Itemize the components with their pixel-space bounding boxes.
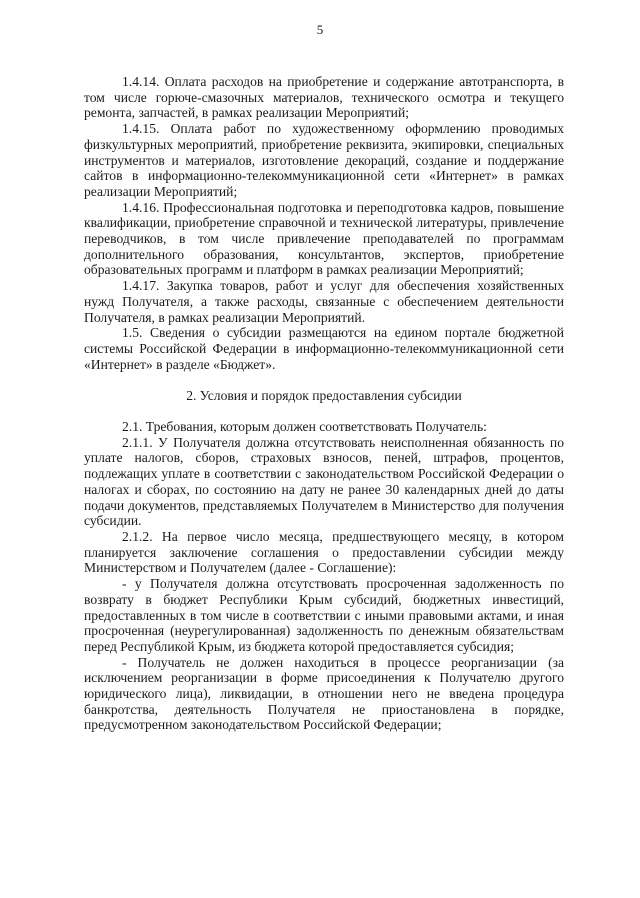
paragraph-1-4-14: 1.4.14. Оплата расходов на приобретение и содержание автотранспорта, в том числе горюче-смазочных материалов, технического осмотра и текущего ремонта, запчастей, в рамках реализации Мероприятий; (84, 74, 564, 121)
document-body (84, 74, 564, 733)
paragraph-reorganization-requirement: - Получатель не должен находиться в процессе реорганизации (за исключением реорганизации в форме присоединения к Получателю другого юридического лица), ликвидации, в отношении него не введена процедура банкротства, деятельность Получателя не приостановлена в порядке, предусмотренном законодательством Российской Федерации; (84, 654, 564, 733)
paragraph-1-5: 1.5. Сведения о субсидии размещаются на едином портале бюджетной системы Российской Федерации в информационно-телекоммуникационной сети «Интернет» в разделе «Бюджет». (84, 325, 564, 372)
paragraph-1-4-17: 1.4.17. Закупка товаров, работ и услуг для обеспечения хозяйственных нужд Получателя, а также расходы, связанные с обеспечением деятельности Получателя, в рамках реализации Мероприятий. (84, 278, 564, 325)
paragraph-2-1-1: 2.1.1. У Получателя должна отсутствовать неисполненная обязанность по уплате налогов, сборов, страховых взносов, пеней, штрафов, процентов, подлежащих уплате в соответствии с законодательством Российской Федерации о налогах и сборах, по состоянию на дату не ранее 30 календарных дней до даты подачи документов, представляемых Получателем в Министерство для получения субсидии. (84, 434, 564, 529)
paragraph-2-1: 2.1. Требования, которым должен соответствовать Получатель: (122, 419, 487, 435)
page-number: 5 (316, 22, 324, 37)
paragraph-2-1-2: 2.1.2. На первое число месяца, предшествующего месяцу, в котором планируется заключение соглашения о предоставлении субсидии между Министерством и Получателем (далее - Соглашение): (84, 528, 564, 576)
paragraph-1-4-15: 1.4.15. Оплата работ по художественному оформлению проводимых физкультурных мероприятий, приобретение реквизита, экипировки, специальных инструментов и материалов, изготовление декораций, создание и поддержание сайтов в информационно-телекоммуникационной сети «Интернет» в рамках реализации Мероприятий; (84, 121, 564, 199)
paragraph-1-4-16: 1.4.16. Профессиональная подготовка и переподготовка кадров, повышение квалификации, приобретение справочной и технической литературы, привлечение переводчиков, в том числе привлечение преподавателей по программам дополнительного образования, консультантов, экспертов, приобретение образовательных программ и платформ в рамках реализации Мероприятий; (84, 199, 564, 278)
section-heading: 2. Условия и порядок предоставления субсидии (186, 388, 462, 404)
paragraph-debt-requirement: - у Получателя должна отсутствовать просроченная задолженность по возврату в бюджет Республики Крым субсидий, бюджетных инвестиций, предоставленных в том числе в соответствии с иными правовыми актами, и иная просроченная (неурегулированная) задолженность по денежным обязательствам перед Республикой Крым, из бюджета которой предоставляется субсидия; (84, 576, 564, 654)
